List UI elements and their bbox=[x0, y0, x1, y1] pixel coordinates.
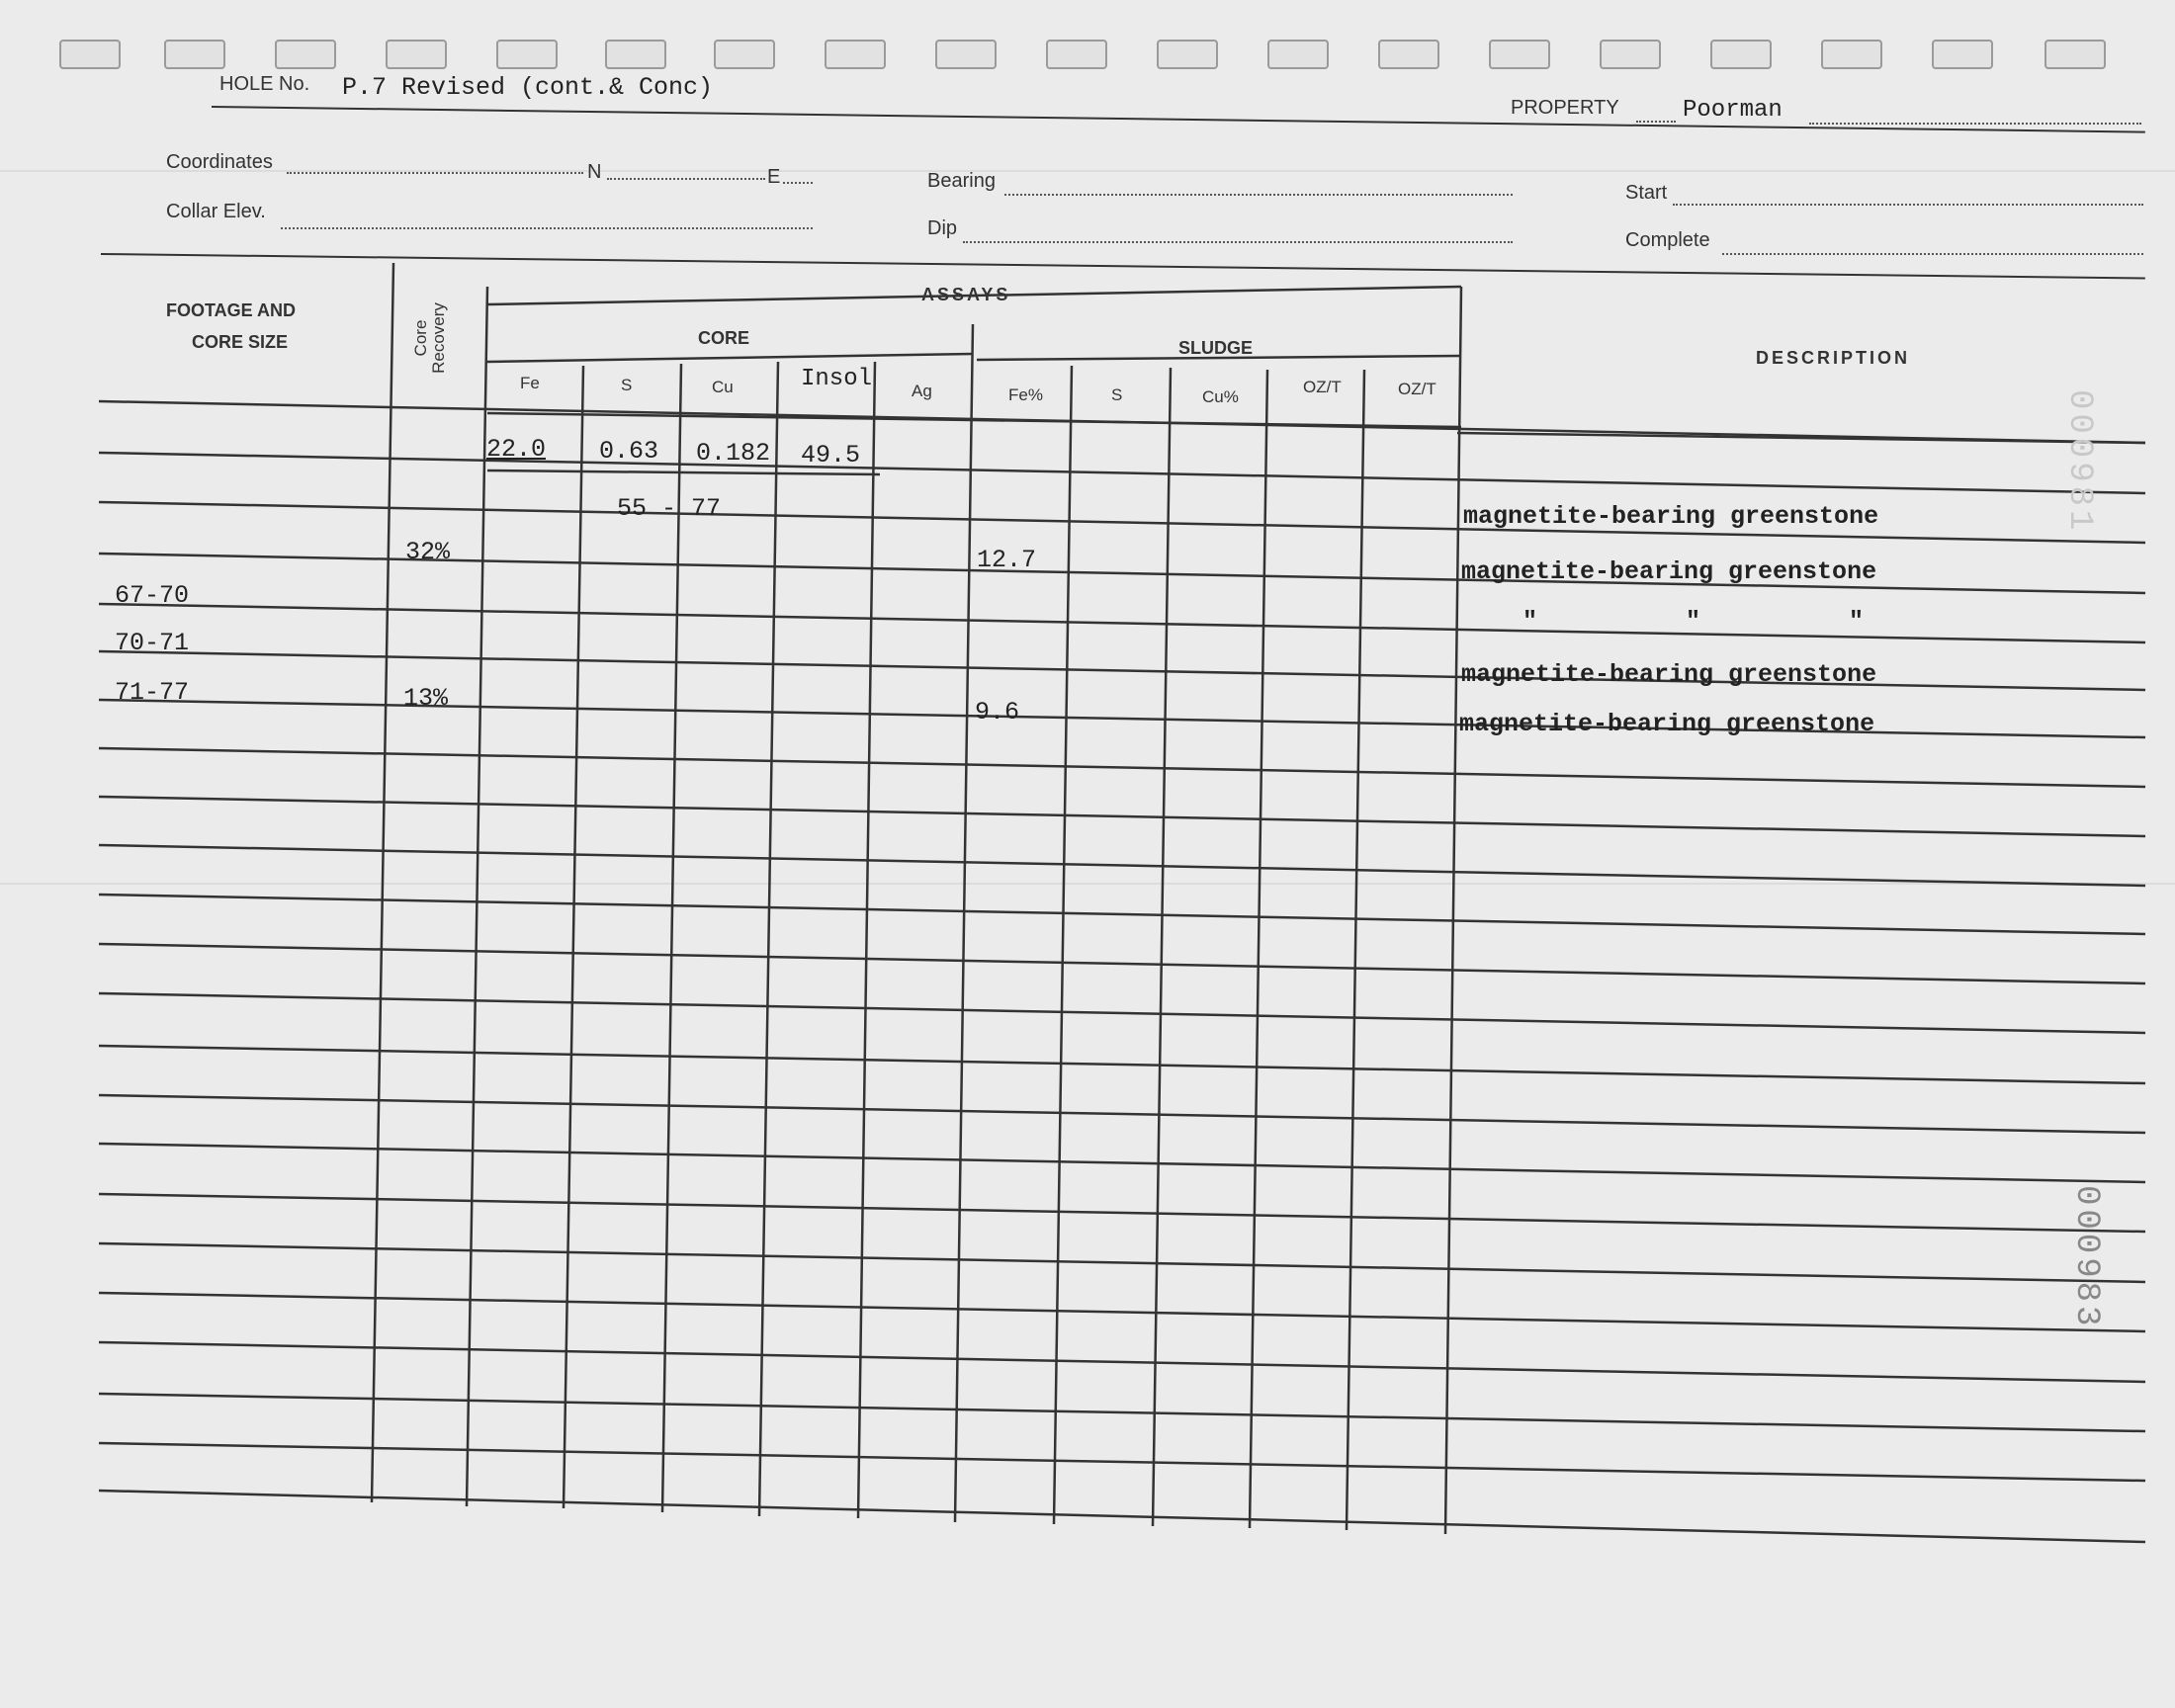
bearing-label: Bearing bbox=[927, 170, 996, 192]
sludge-header: SLUDGE bbox=[1178, 338, 1254, 358]
description-value-1: magnetite-bearing greenstone bbox=[1463, 502, 1879, 531]
hole-no-value: P.7 Revised (cont.& Conc) bbox=[342, 73, 714, 102]
conc-range-value: 55 - 77 bbox=[617, 494, 722, 523]
collar-elev-label: Collar Elev. bbox=[166, 201, 266, 222]
sludge-oz-header-1: OZ/T bbox=[1303, 378, 1342, 396]
core-ag-header: Ag bbox=[912, 382, 932, 400]
description-value-2: magnetite-bearing greenstone bbox=[1461, 557, 1877, 586]
east-label: E bbox=[767, 166, 781, 188]
conc-insol-value: 49.5 bbox=[801, 441, 861, 470]
sludge-fe-value-2: 9.6 bbox=[975, 698, 1020, 726]
description-header: DESCRIPTION bbox=[1756, 348, 1911, 368]
footage-value-2: 70-71 bbox=[115, 629, 190, 657]
start-label: Start bbox=[1625, 182, 1668, 204]
sludge-s-header: S bbox=[1111, 385, 1123, 404]
core-size-header: CORE SIZE bbox=[192, 332, 289, 352]
north-label: N bbox=[587, 161, 602, 183]
sludge-cu-header: Cu% bbox=[1202, 387, 1239, 406]
complete-label: Complete bbox=[1625, 229, 1710, 251]
assays-header: ASSAYS bbox=[921, 285, 1011, 304]
core-cu-header: Cu bbox=[712, 378, 734, 396]
recovery-value-2: 13% bbox=[403, 684, 449, 713]
property-value: Poorman bbox=[1683, 97, 1783, 124]
core-insol-header: Insol bbox=[801, 366, 873, 392]
recovery-value-1: 32% bbox=[405, 538, 451, 566]
description-value-5: magnetite-bearing greenstone bbox=[1459, 710, 1875, 738]
sludge-oz-header-2: OZ/T bbox=[1398, 380, 1436, 398]
core-s-header: S bbox=[621, 376, 633, 394]
conc-s-value: 0.63 bbox=[599, 437, 659, 466]
dip-label: Dip bbox=[927, 217, 958, 239]
faint-page-stamp: 000981 bbox=[2060, 389, 2098, 535]
core-header: CORE bbox=[698, 328, 750, 348]
coordinates-label: Coordinates bbox=[166, 151, 273, 173]
footage-value-3: 71-77 bbox=[115, 678, 190, 707]
page-number-stamp: 000983 bbox=[2067, 1185, 2105, 1330]
core-fe-header: Fe bbox=[520, 374, 540, 392]
sludge-fe-header: Fe% bbox=[1008, 385, 1043, 404]
footage-value-1: 67-70 bbox=[115, 581, 190, 610]
conc-cu-value: 0.182 bbox=[696, 439, 771, 468]
property-label: PROPERTY bbox=[1511, 97, 1619, 119]
footage-header: FOOTAGE AND bbox=[166, 300, 296, 320]
description-value-4: magnetite-bearing greenstone bbox=[1461, 660, 1877, 689]
conc-fe-value: 22.0 bbox=[486, 435, 547, 464]
core-recovery-header: Core Recovery bbox=[411, 302, 448, 374]
sludge-fe-value-1: 12.7 bbox=[977, 546, 1037, 574]
hole-no-label: HOLE No. bbox=[219, 73, 310, 95]
description-value-3: " " " bbox=[1522, 607, 1865, 636]
